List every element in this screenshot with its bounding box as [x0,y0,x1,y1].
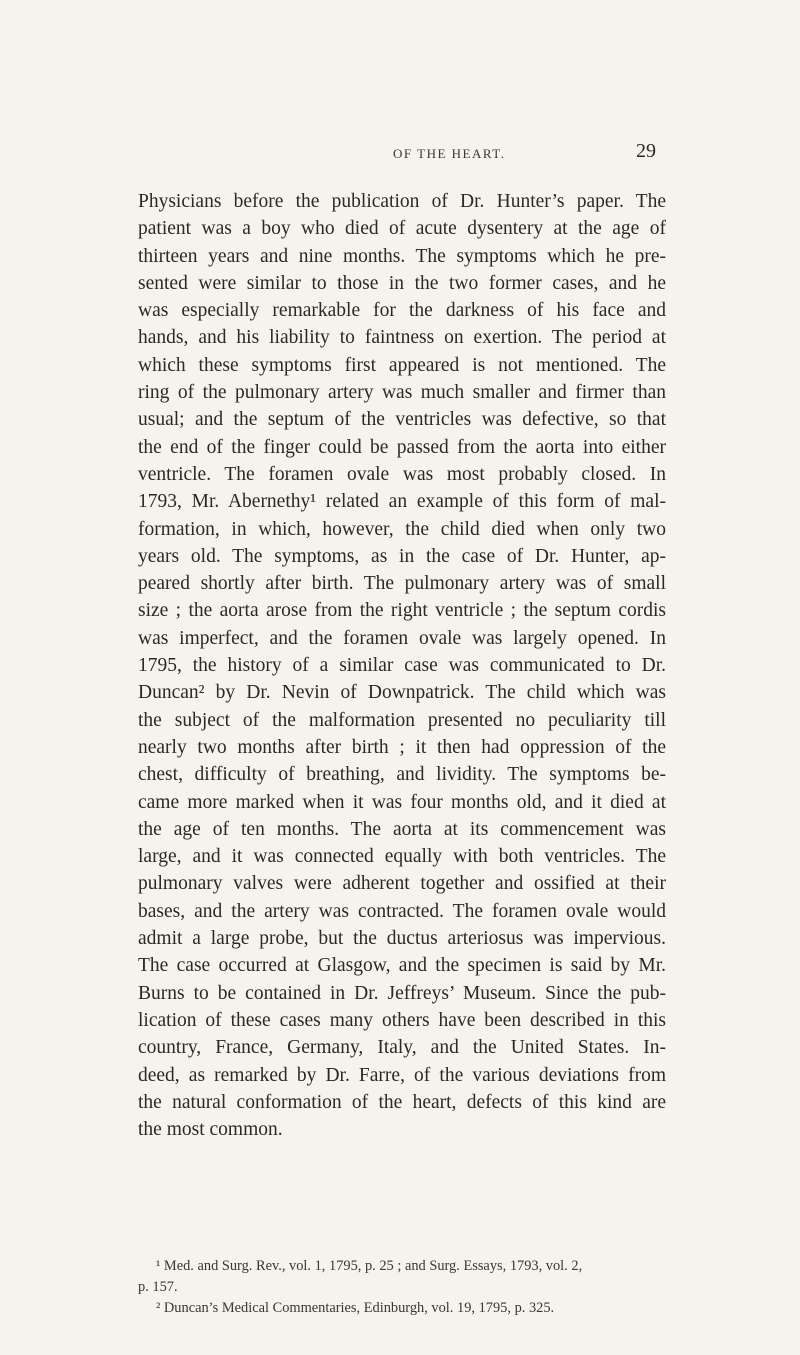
text-line: Burns to be contained in Dr. Jeffreys’ Museum. Since the pub- [138,982,666,1004]
text-line: the subject of the malformation presented no peculiarity till [138,709,666,731]
text-line: bases, and the artery was contracted. The foramen ovale would [138,900,666,922]
text-line: ventricle. The foramen ovale was most probably closed. In [138,463,666,485]
text-line: Duncan² by Dr. Nevin of Downpatrick. The child which was [138,682,666,704]
text-line: chest, difficulty of breathing, and lividity. The symptoms be- [138,764,666,786]
text-line: hands, and his liability to faintness on exertion. The period at [138,327,666,349]
text-line: pulmonary valves were adherent together and ossified at their [138,873,666,895]
footnote-2: ² Duncan’s Medical Commentaries, Edinburgh, vol. 19, 1795, p. 325. [156,1300,555,1316]
footnotes [138,1256,666,1319]
text-line: usual; and the septum of the ventricles was defective, so that [138,409,666,431]
text-line: country, France, Germany, Italy, and the United States. In- [138,1037,666,1059]
text-line: the most common. [138,1119,283,1141]
text-line: peared shortly after birth. The pulmonary artery was of small [138,573,666,595]
text-line: ring of the pulmonary artery was much smaller and firmer than [138,382,666,404]
text-line: deed, as remarked by Dr. Farre, of the various deviations from [138,1064,666,1086]
footnote-1: ¹ Med. and Surg. Rev., vol. 1, 1795, p. 25 ; and Surg. Essays, 1793, vol. 2, [156,1258,583,1274]
text-line: 1795, the history of a similar case was communicated to Dr. [138,655,666,677]
text-line: was imperfect, and the foramen ovale was largely opened. In [138,627,666,649]
text-line: which these symptoms first appeared is not mentioned. The [138,354,666,376]
page-number: 29 [636,140,656,162]
text-line: the natural conformation of the heart, defects of this kind are [138,1091,666,1113]
text-line: patient was a boy who died of acute dysentery at the age of [138,218,666,240]
text-line: nearly two months after birth ; it then had oppression of the [138,736,666,758]
text-line: The case occurred at Glasgow, and the specimen is said by Mr. [138,955,666,977]
footnote-1-continued: p. 157. [138,1279,178,1295]
text-line: years old. The symptoms, as in the case of Dr. Hunter, ap- [138,545,666,567]
text-line: 1793, Mr. Abernethy¹ related an example of this form of mal- [138,491,666,513]
body-text [138,188,666,1143]
text-line: formation, in which, however, the child died when only two [138,518,666,540]
text-line: was especially remarkable for the darkness of his face and [138,300,666,322]
text-line: thirteen years and nine months. The symptoms which he pre- [138,245,666,267]
running-head: OF THE HEART. [393,146,506,161]
text-line: size ; the aorta arose from the right ventricle ; the septum cordis [138,600,666,622]
page-header [0,138,800,168]
text-line: sented were similar to those in the two former cases, and he [138,272,666,294]
text-line: the end of the finger could be passed from the aorta into either [138,436,666,458]
text-line: Physicians before the publication of Dr. Hunter’s paper. The [138,191,666,212]
text-line: the age of ten months. The aorta at its commencement was [138,818,666,840]
text-line: came more marked when it was four months old, and it died at [138,791,666,813]
text-line: admit a large probe, but the ductus arteriosus was impervious. [138,928,666,950]
text-line: lication of these cases many others have been described in this [138,1009,666,1031]
text-line: large, and it was connected equally with both ventricles. The [138,846,666,868]
